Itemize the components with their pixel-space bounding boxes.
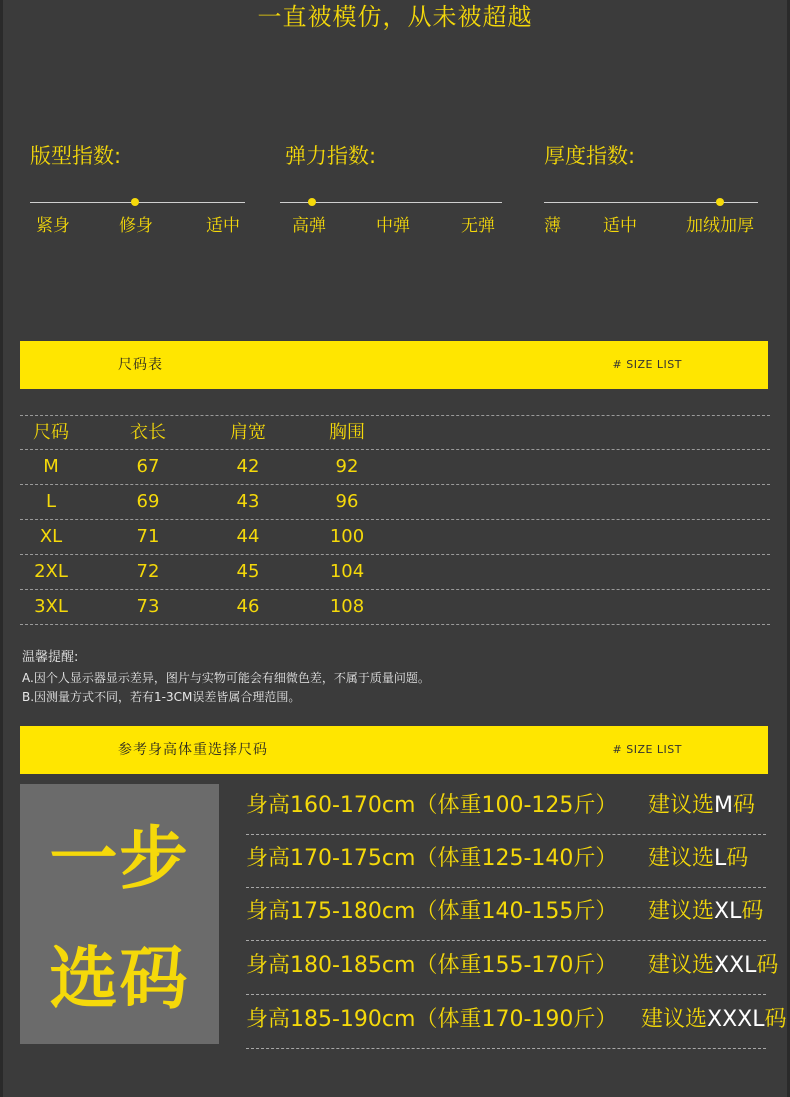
header-shoulder: 肩宽 — [230, 422, 266, 443]
table-row — [20, 519, 770, 554]
stretch-index-label-high: 高弹 — [292, 216, 326, 236]
tip-line-a: A.因个人显示器显示差异，图片与实物可能会有细微色差，不属于质量问题。 — [22, 671, 430, 685]
advice-prefix: 建议选 — [641, 1007, 708, 1032]
advice-prefix: 建议选 — [648, 793, 715, 818]
advice-suffix: 码 — [756, 953, 779, 978]
recommendation-row — [246, 834, 766, 888]
fit-index-label-slim: 修身 — [119, 216, 153, 236]
thickness-index-label-thick: 加绒加厚 — [686, 216, 754, 236]
header-chest: 胸围 — [329, 422, 365, 443]
recommendation-advice — [648, 941, 778, 991]
size-list-banner — [20, 341, 768, 389]
advice-size: M — [714, 793, 733, 818]
size-select-title: 参考身高体重选择尺码 — [118, 742, 268, 758]
thickness-index-scale — [544, 202, 758, 203]
cell-shoulder: 46 — [236, 596, 260, 617]
header-size: 尺码 — [33, 422, 69, 443]
tips-title: 温馨提醒: — [22, 650, 79, 665]
advice-suffix: 码 — [733, 793, 756, 818]
recommendation-advice — [648, 834, 748, 884]
advice-prefix: 建议选 — [648, 846, 715, 871]
recommendation-range: 身高170-175cm（体重125-140斤） — [246, 846, 618, 871]
size-select-subtitle: # SIZE LIST — [612, 743, 682, 756]
size-table — [20, 415, 770, 625]
cell-shoulder: 45 — [236, 561, 260, 582]
size-list-title: 尺码表 — [118, 357, 163, 373]
recommendation-range: 身高160-170cm（体重100-125斤） — [246, 793, 618, 818]
recommendation-row — [246, 941, 779, 995]
table-row — [20, 484, 770, 519]
advice-size: XL — [714, 899, 742, 924]
thickness-index-label-regular: 适中 — [603, 216, 637, 236]
cell-size: 2XL — [34, 561, 68, 582]
advice-suffix: 码 — [764, 1007, 787, 1032]
fit-index-label-tight: 紧身 — [36, 216, 70, 236]
table-row — [20, 589, 770, 625]
cell-length: 69 — [136, 491, 160, 512]
stretch-index-label-medium: 中弹 — [376, 216, 410, 236]
tips-block — [22, 648, 430, 707]
cell-length: 72 — [136, 561, 160, 582]
cell-size: 3XL — [34, 596, 68, 617]
size-list-subtitle: # SIZE LIST — [612, 358, 682, 371]
header-length: 衣长 — [130, 422, 166, 443]
cell-chest: 96 — [335, 491, 359, 512]
table-row — [20, 554, 770, 589]
advice-size: XXXL — [707, 1007, 765, 1032]
cell-shoulder: 44 — [236, 526, 260, 547]
cell-shoulder: 42 — [236, 456, 260, 477]
cell-chest: 104 — [329, 561, 365, 582]
advice-suffix: 码 — [741, 899, 764, 924]
fit-index-marker — [131, 198, 139, 206]
cell-size: XL — [39, 526, 63, 547]
stretch-index-marker — [308, 198, 316, 206]
recommendation-row — [246, 781, 766, 835]
step-text-line1: 一步 — [49, 820, 190, 899]
cell-shoulder: 43 — [236, 491, 260, 512]
cell-length: 67 — [136, 456, 160, 477]
recommendation-advice — [648, 887, 763, 937]
thickness-index-label-thin: 薄 — [544, 216, 561, 236]
frame-left — [0, 0, 3, 1097]
cell-length: 71 — [136, 526, 160, 547]
advice-prefix: 建议选 — [648, 899, 715, 924]
recommendation-row — [246, 887, 766, 941]
stretch-index-label-none: 无弹 — [461, 216, 495, 236]
cell-size: M — [43, 456, 59, 477]
recommendation-range: 身高180-185cm（体重155-170斤） — [246, 953, 618, 978]
advice-prefix: 建议选 — [648, 953, 715, 978]
advice-suffix: 码 — [726, 846, 749, 871]
table-row — [20, 449, 770, 484]
recommendation-advice — [641, 995, 787, 1045]
recommendation-range: 身高175-180cm（体重140-155斤） — [246, 899, 618, 924]
cell-chest: 108 — [329, 596, 365, 617]
recommendation-advice — [648, 781, 755, 831]
size-table-header — [20, 415, 770, 449]
step-text-line2: 选码 — [49, 940, 190, 1019]
thickness-index-title: 厚度指数: — [544, 144, 636, 168]
recommendation-range: 身高185-190cm（体重170-190斤） — [246, 1007, 618, 1032]
cell-chest: 100 — [329, 526, 365, 547]
tip-line-b: B.因测量方式不同，若有1-3CM误差皆属合理范围。 — [22, 690, 301, 704]
thickness-index-marker — [716, 198, 724, 206]
fit-index-label-regular: 适中 — [206, 216, 240, 236]
advice-size: XXL — [714, 953, 757, 978]
stretch-index-title: 弹力指数: — [285, 144, 377, 168]
fit-index-title: 版型指数: — [30, 144, 122, 168]
size-select-banner — [20, 726, 768, 774]
cell-size: L — [45, 491, 57, 512]
advice-size: L — [714, 846, 727, 871]
cell-length: 73 — [136, 596, 160, 617]
cell-chest: 92 — [335, 456, 359, 477]
recommendation-row — [246, 995, 787, 1049]
slogan: 一直被模仿，从未被超越 — [257, 3, 533, 31]
